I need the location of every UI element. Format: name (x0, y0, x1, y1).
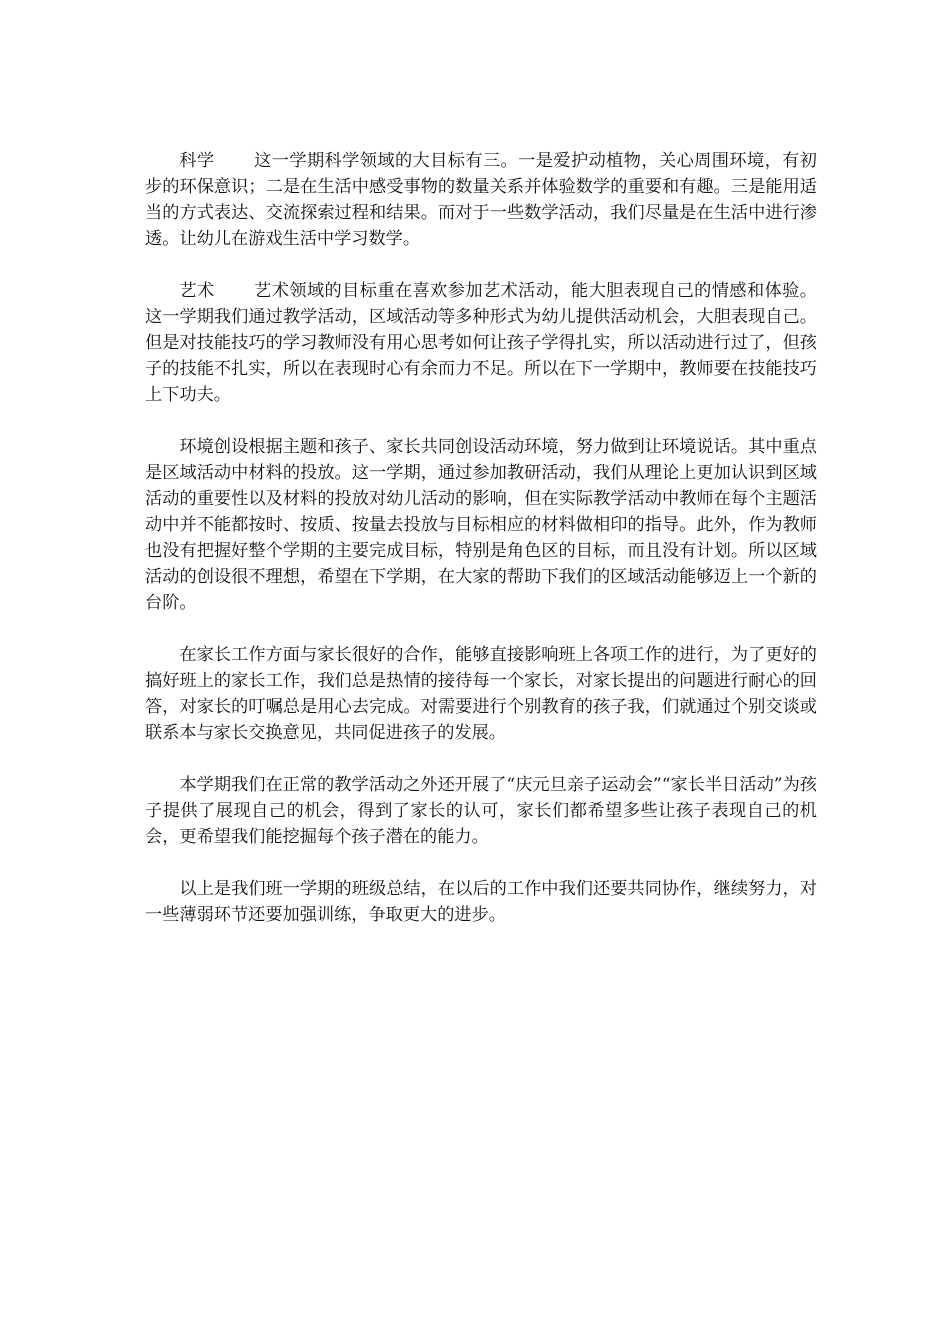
paragraph-text: 本学期我们在正常的教学活动之外还开展了“庆元旦亲子运动会”“家长半日活动”为孩子提供了展现自己的机会，得到了家长的认可，家长们都希望多些让孩子表现自己的机会，更希望我们能挖掘每个孩子潜在的能力。 (145, 775, 817, 847)
paragraph-art (145, 278, 817, 408)
paragraph-activities (145, 772, 817, 850)
paragraph-science (145, 148, 817, 252)
paragraph-conclusion (145, 876, 817, 928)
paragraph-text: 艺术领域的目标重在喜欢参加艺术活动，能大胆表现自己的情感和体验。这一学期我们通过教学活动，区域活动等多种形式为幼儿提供活动机会，大胆表现自己。但是对技能技巧的学习教师没有用心思考如何让孩子学得扎实，所以活动进行过了，但孩子的技能不扎实，所以在表现时心有余而力不足。所以在下一学期中，教师要在技能技巧上下功夫。 (145, 281, 817, 405)
paragraph-lead-science: 科学 (179, 151, 215, 171)
paragraph-parents (145, 642, 817, 746)
paragraph-environment (145, 434, 817, 616)
paragraph-text: 以上是我们班一学期的班级总结，在以后的工作中我们还要共同协作，继续努力，对一些薄弱环节还要加强训练，争取更大的进步。 (145, 879, 817, 925)
paragraph-text: 在家长工作方面与家长很好的合作，能够直接影响班上各项工作的进行，为了更好的搞好班上的家长工作，我们总是热情的接待每一个家长，对家长提出的问题进行耐心的回答，对家长的叮嘱总是用心去完成。对需要进行个别教育的孩子我，们就通过个别交谈或联系本与家长交换意见，共同促进孩子的发展。 (145, 645, 817, 743)
document-page (145, 148, 817, 928)
paragraph-text: 这一学期科学领域的大目标有三。一是爱护动植物，关心周围环境，有初步的环保意识；二是在生活中感受事物的数量关系并体验数学的重要和有趣。三是能用适当的方式表达、交流探索过程和结果。而对于一些数学活动，我们尽量是在生活中进行渗透。让幼儿在游戏生活中学习数学。 (145, 151, 817, 249)
paragraph-lead-art: 艺术 (179, 281, 215, 301)
paragraph-text: 环境创设根据主题和孩子、家长共同创设活动环境，努力做到让环境说话。其中重点是区域活动中材料的投放。这一学期，通过参加教研活动，我们从理论上更加认识到区域活动的重要性以及材料的投放对幼儿活动的影响，但在实际教学活动中教师在每个主题活动中并不能都按时、按质、按量去投放与目标相应的材料做相印的指导。此外，作为教师也没有把握好整个学期的主要完成目标，特别是角色区的目标，而且没有计划。所以区域活动的创设很不理想，希望在下学期，在大家的帮助下我们的区域活动能够迈上一个新的台阶。 (145, 437, 817, 613)
